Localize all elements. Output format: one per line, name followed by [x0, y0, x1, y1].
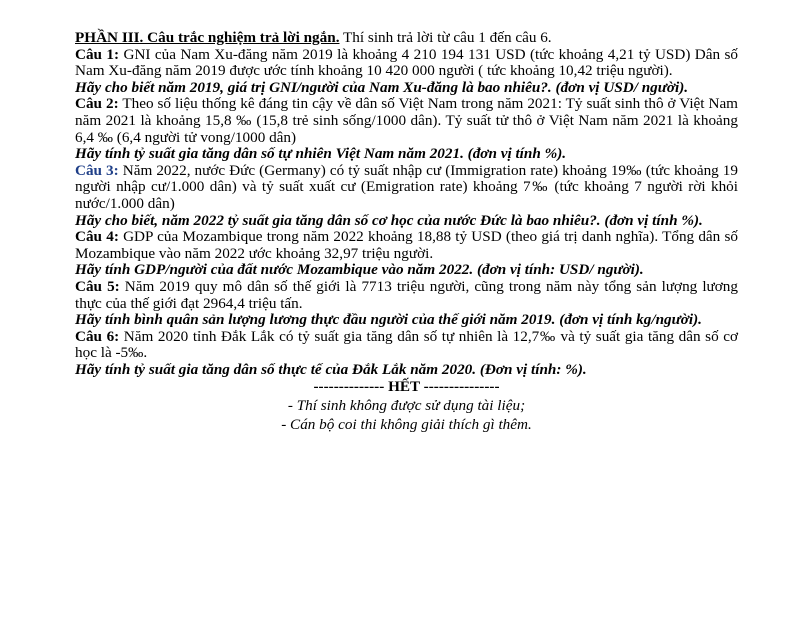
question-label: Câu 3: [75, 161, 119, 179]
section-title: PHẦN III. Câu trắc nghiệm trả lời ngắn. [75, 29, 340, 46]
question-label: Câu 1: [75, 45, 120, 63]
question-1 [75, 47, 738, 80]
footer-note-2: - Cán bộ coi thi không giải thích gì thêm. [281, 416, 532, 434]
question-6-ask: Hãy tính tỷ suất gia tăng dân số thực tế của Đắk Lắk năm 2020. (Đơn vị tính: %). [75, 360, 587, 378]
question-4-ask: Hãy tính GDP/người của đất nước Mozambique vào năm 2022. (đơn vị tính: USD/ người). [75, 261, 644, 279]
question-5-ask: Hãy tính bình quân sản lượng lương thực đầu người của thế giới năm 2019. (đơn vị tính kg/người). [75, 311, 702, 329]
question-text: Năm 2020 tỉnh Đắk Lắk có tỷ suất gia tăng dân số tự nhiên là 12,7‰ và tỷ suất gia tăng dân số cơ học là -5‰. [75, 327, 738, 362]
question-text: Năm 2019 quy mô dân số thế giới là 7713 triệu người, cũng trong năm này tổng sản lượng lương thực của thế giới đạt 2964,4 triệu tấn. [75, 277, 738, 312]
question-2 [75, 96, 738, 146]
section-header [75, 30, 738, 47]
question-label: Câu 4: [75, 228, 119, 246]
footer-note-1: - Thí sinh không được sử dụng tài liệu; [287, 397, 526, 415]
question-text: Năm 2022, nước Đức (Germany) có tỷ suất nhập cư (Immigration rate) khoảng 19‰ (tức khoảng 19 người nhập cư/1.000 dân) và tỷ suất xuất cư (Emigration rate) khoảng 7‰ (tức khoảng 7 người rời khỏi nước/1.000 dân) [75, 161, 738, 212]
question-label: Câu 5: [75, 277, 120, 295]
question-4 [75, 229, 738, 262]
question-3 [75, 163, 738, 213]
section-instruction: Thí sinh trả lời từ câu 1 đến câu 6. [339, 29, 552, 46]
question-text: GNI của Nam Xu-đăng năm 2019 là khoảng 4 210 194 131 USD (tức khoảng 4,21 tỷ USD) Dân số Nam Xu-đăng năm 2019 được ước tính khoảng 10 420 000 người ( tức khoảng 10,42 triệu người). [75, 45, 739, 80]
question-text: Theo số liệu thống kê đáng tin cậy về dân số Việt Nam trong năm 2021: Tỷ suất sinh thô ở Việt Nam năm 2021 là khoảng 15,8 ‰ (15,8 trẻ sinh sống/1000 dân). Tỷ suất tử thô ở Việt Nam năm 2021 là khoảng 6,4 ‰ (6,4 người tử vong/1000 dân) [75, 95, 738, 146]
question-text: GDP của Mozambique trong năm 2022 khoảng 18,88 tỷ USD (theo giá trị danh nghĩa). Tổng dân số Mozambique vào năm 2022 ước khoảng 32,97 triệu người. [75, 228, 738, 262]
question-label: Câu 2: [75, 95, 119, 113]
question-2-ask: Hãy tính tỷ suất gia tăng dân số tự nhiên Việt Nam năm 2021. (đơn vị tính %). [75, 145, 567, 163]
question-6 [75, 329, 738, 362]
question-1-ask: Hãy cho biết năm 2019, giá trị GNI/người của Nam Xu-đăng là bao nhiêu?. (đơn vị USD/ người). [75, 78, 689, 96]
end-mark: -------------- HẾT --------------- [313, 378, 500, 396]
question-3-ask: Hãy cho biết, năm 2022 tỷ suất gia tăng dân số cơ học của nước Đức là bao nhiêu?. (đơn vị tính %). [75, 211, 703, 229]
question-5 [75, 279, 738, 312]
question-label: Câu 6: [75, 327, 120, 345]
